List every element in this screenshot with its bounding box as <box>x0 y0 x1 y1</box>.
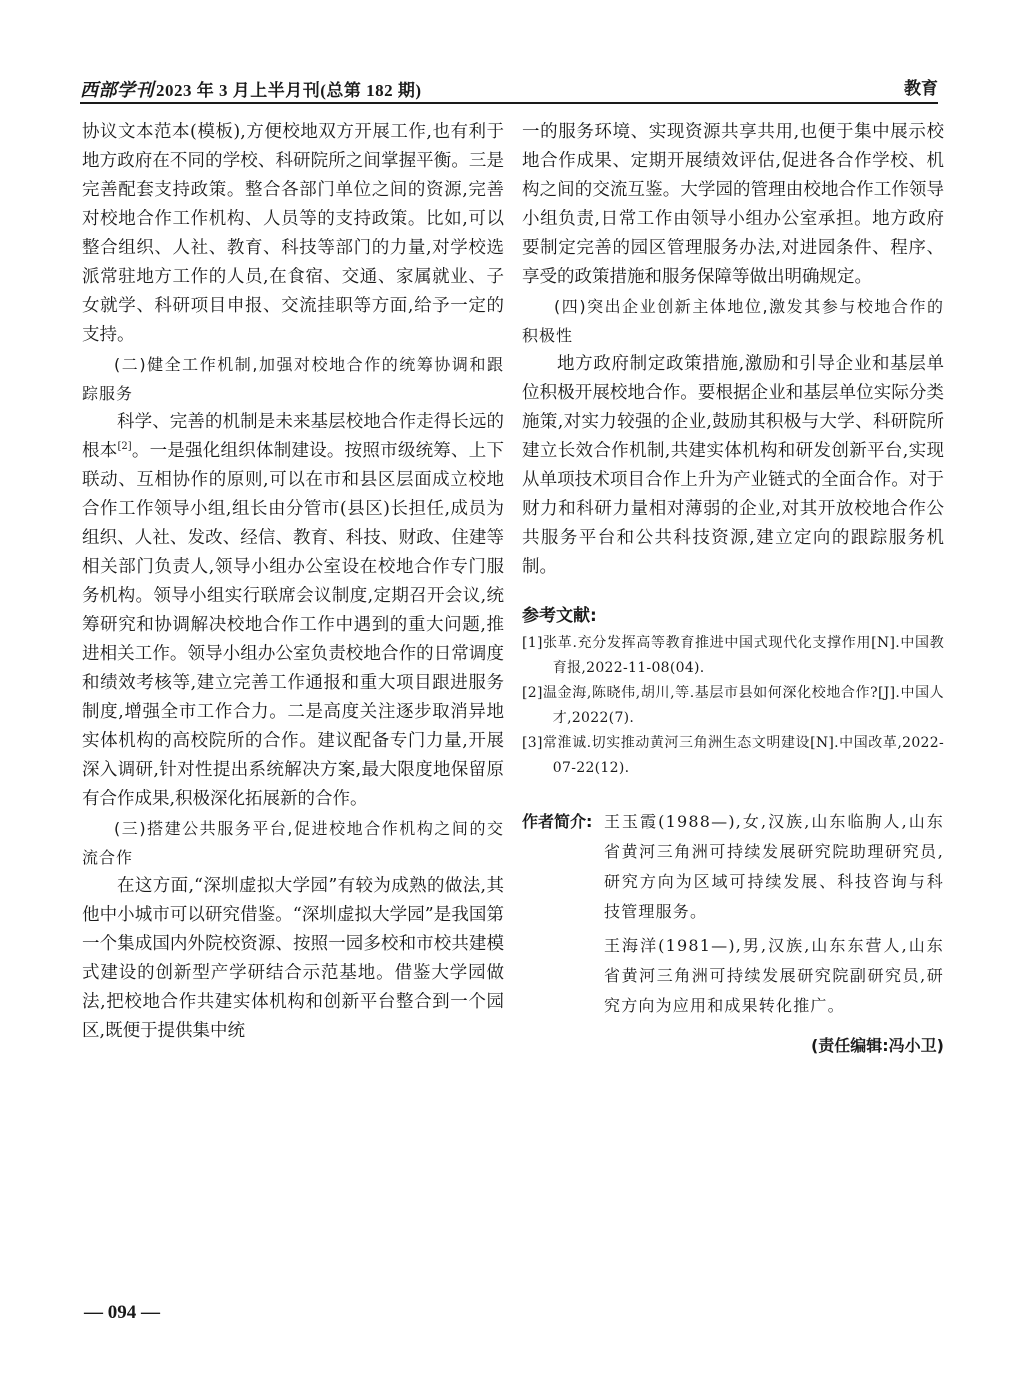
section-heading-4: (四)突出企业创新主体地位,激发其参与校地合作的积极性 <box>522 297 944 345</box>
author-entry: 王海洋(1981—),男,汉族,山东东营人,山东省黄河三角洲可持续发展研究院副研究员,研究方向为应用和成果转化推广。 <box>604 936 944 1015</box>
author-bio-label: 作者简介: <box>522 812 593 831</box>
section-tag: 教育 <box>904 79 938 99</box>
responsible-editor: (责任编辑:冯小卫) <box>810 1036 944 1055</box>
references-title: 参考文献: <box>522 606 597 626</box>
citation-ref: [2] <box>117 441 132 453</box>
reference-item: [1]张革.充分发挥高等教育推进中国式现代化支撑作用[N].中国教育报,2022-11-08(04). <box>522 635 944 676</box>
section-heading-3: (三)搭建公共服务平台,促进校地合作机构之间的交流合作 <box>82 819 504 867</box>
author-bio <box>522 807 944 1021</box>
left-column <box>82 118 504 1046</box>
paragraph-text: 科学、完善的机制是未来基层校地合作走得长远的根本 <box>82 412 504 461</box>
journal-logo: 西部学刊 <box>80 80 154 100</box>
reference-item: [3]常淮诚.切实推动黄河三角洲生态文明建设[N].中国改革,2022-07-22(12). <box>522 735 944 776</box>
running-header <box>80 68 938 104</box>
author-entry: 王玉霞(1988—),女,汉族,山东临朐人,山东省黄河三角洲可持续发展研究院助理研究员,研究方向为区域可持续发展、科技咨询与科技管理服务。 <box>604 812 944 921</box>
paragraph: 协议文本范本(模板),方便校地双方开展工作,也有利于地方政府在不同的学校、科研院所之间掌握平衡。三是完善配套支持政策。整合各部门单位之间的资源,完善对校地合作工作机构、人员等的支持政策。比如,可以整合组织、人社、教育、科技等部门的力量,对学校选派常驻地方工作的人员,在食宿、交通、家属就业、子女就学、科研项目申报、交流挂职等方面,给予一定的支持。 <box>82 122 504 345</box>
paragraph: 地方政府制定政策措施,激励和引导企业和基层单位积极开展校地合作。要根据企业和基层单位实际分类施策,对实力较强的企业,鼓励其积极与大学、科研院所建立长效合作机制,共建实体机构和研发创新平台,实现从单项技术项目合作上升为产业链式的全面合作。对于财力和科研力量相对薄弱的企业,对其开放校地合作公共服务平台和公共科技资源,建立定向的跟踪服务机制。 <box>522 354 944 577</box>
issue-info: 2023 年 3 月上半月刊(总第 182 期) <box>156 81 422 100</box>
paragraph <box>82 408 504 814</box>
section-heading-2: (二)健全工作机制,加强对校地合作的统筹协调和跟踪服务 <box>82 355 504 403</box>
paragraph: 一的服务环境、实现资源共享共用,也便于集中展示校地合作成果、定期开展绩效评估,促进各合作学校、机构之间的交流互鉴。大学园的管理由校地合作工作领导小组负责,日常工作由领导小组办公室承担。地方政府要制定完善的园区管理服务办法,对进园条件、程序、享受的政策措施和服务保障等做出明确规定。 <box>522 122 944 287</box>
page-number: — 094 — <box>84 1302 160 1323</box>
paragraph: 在这方面,“深圳虚拟大学园”有较为成熟的做法,其他中小城市可以研究借鉴。“深圳虚拟大学园”是我国第一个集成国内外院校资源、按照一园多校和市校共建模式建设的创新型产学研结合示范基地。借鉴大学园做法,把校地合作共建实体机构和创新平台整合到一个园区,既便于提供集中统 <box>82 876 504 1041</box>
paragraph-text: 。一是强化组织体制建设。按照市级统筹、上下联动、互相协作的原则,可以在市和县区层面成立校地合作工作领导小组,组长由分管市(县区)长担任,成员为组织、人社、发改、经信、教育、科技、财政、住建等相关部门负责人,领导小组办公室设在校地合作专门服务机构。领导小组实行联席会议制度,定期召开会议,统筹研究和协调解决校地合作工作中遇到的重大问题,推进相关工作。领导小组办公室负责校地合作的日常调度和绩效考核等,建立完善工作通报和重大项目跟进服务制度,增强全市工作合力。二是高度关注逐步取消异地实体机构的高校院所的合作。建议配备专门力量,开展深入调研,针对性提出系统解决方案,最大限度地保留原有合作成果,积极深化拓展新的合作。 <box>82 441 505 809</box>
author-bio-body <box>604 807 944 1021</box>
reference-item: [2]温金海,陈晓伟,胡川,等.基层市县如何深化校地合作?[J].中国人才,2022(7). <box>522 685 944 726</box>
right-column <box>522 118 944 1060</box>
journal-issue-line <box>80 76 422 102</box>
